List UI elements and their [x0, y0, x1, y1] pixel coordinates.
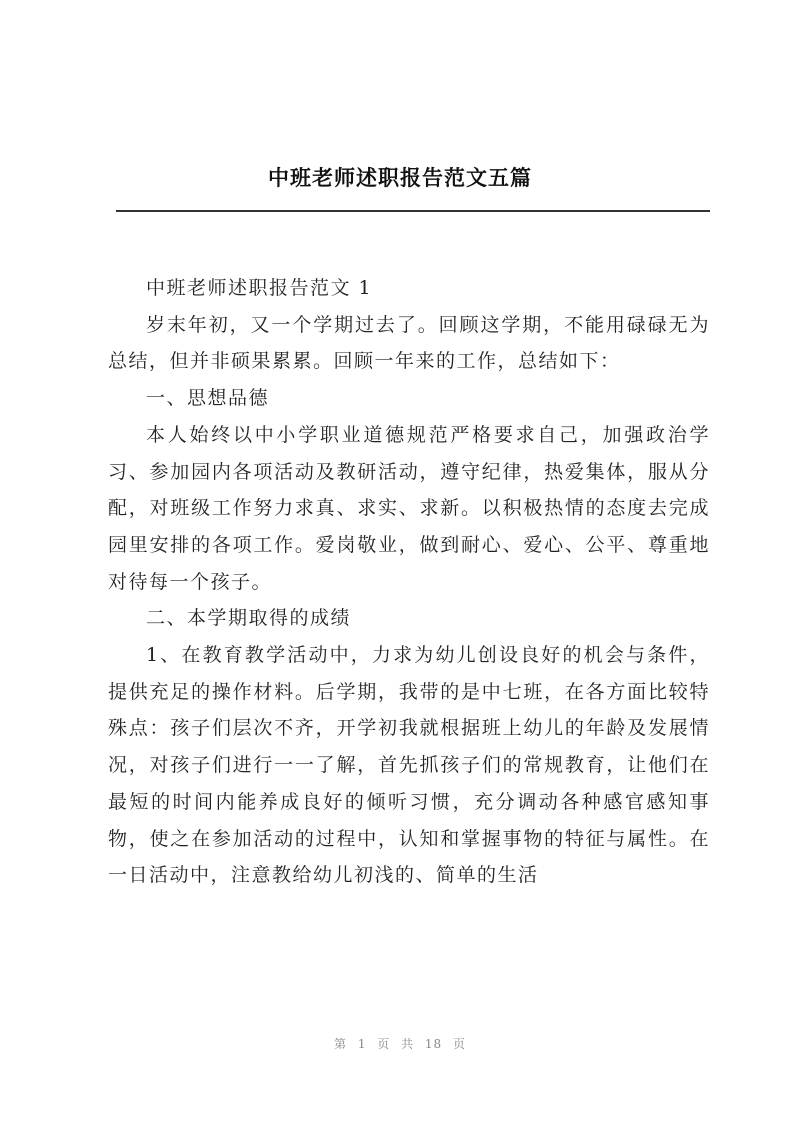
paragraph-achievements-1: 1、在教育教学活动中，力求为幼儿创设良好的机会与条件，提供充足的操作材料。后学期，我带的是中七班，在各方面比较特殊点：孩子们层次不齐，开学初我就根据班上幼儿的年龄及发展情况，对孩子们进行一一了解，首先抓孩子们的常规教育，让他们在最短的时间内能养成良好的倾听习惯，充分调动各种感官感知事物，使之在参加活动的过程中，认知和掌握事物的特征与属性。在一日活动中，注意教给幼儿初浅的、简单的生活 — [108, 644, 710, 887]
title-underline — [116, 210, 710, 212]
document-body — [108, 270, 710, 894]
section-heading-achievements: 二、本学期取得的成绩 — [146, 607, 352, 630]
paragraph-intro: 岁末年初，又一个学期过去了。回顾这学期，不能用碌碌无为总结，但并非硕果累累。回顾一年来的工作，总结如下： — [108, 313, 710, 373]
paragraph-ethics: 本人始终以中小学职业道德规范严格要求自己，加强政治学习、参加园内各项活动及教研活动，遵守纪律，热爱集体，服从分配，对班级工作努力求真、求实、求新。以积极热情的态度去完成园里安排的各项工作。爱岗敬业，做到耐心、爱心、公平、尊重地对待每一个孩子。 — [108, 423, 710, 593]
section-heading-ethics: 一、思想品德 — [146, 387, 270, 410]
document-title: 中班老师述职报告范文五篇 — [268, 165, 532, 190]
section-heading-report-1: 中班老师述职报告范文 1 — [146, 277, 373, 299]
page-number-footer: 第 1 页 共 18 页 — [334, 1037, 466, 1051]
